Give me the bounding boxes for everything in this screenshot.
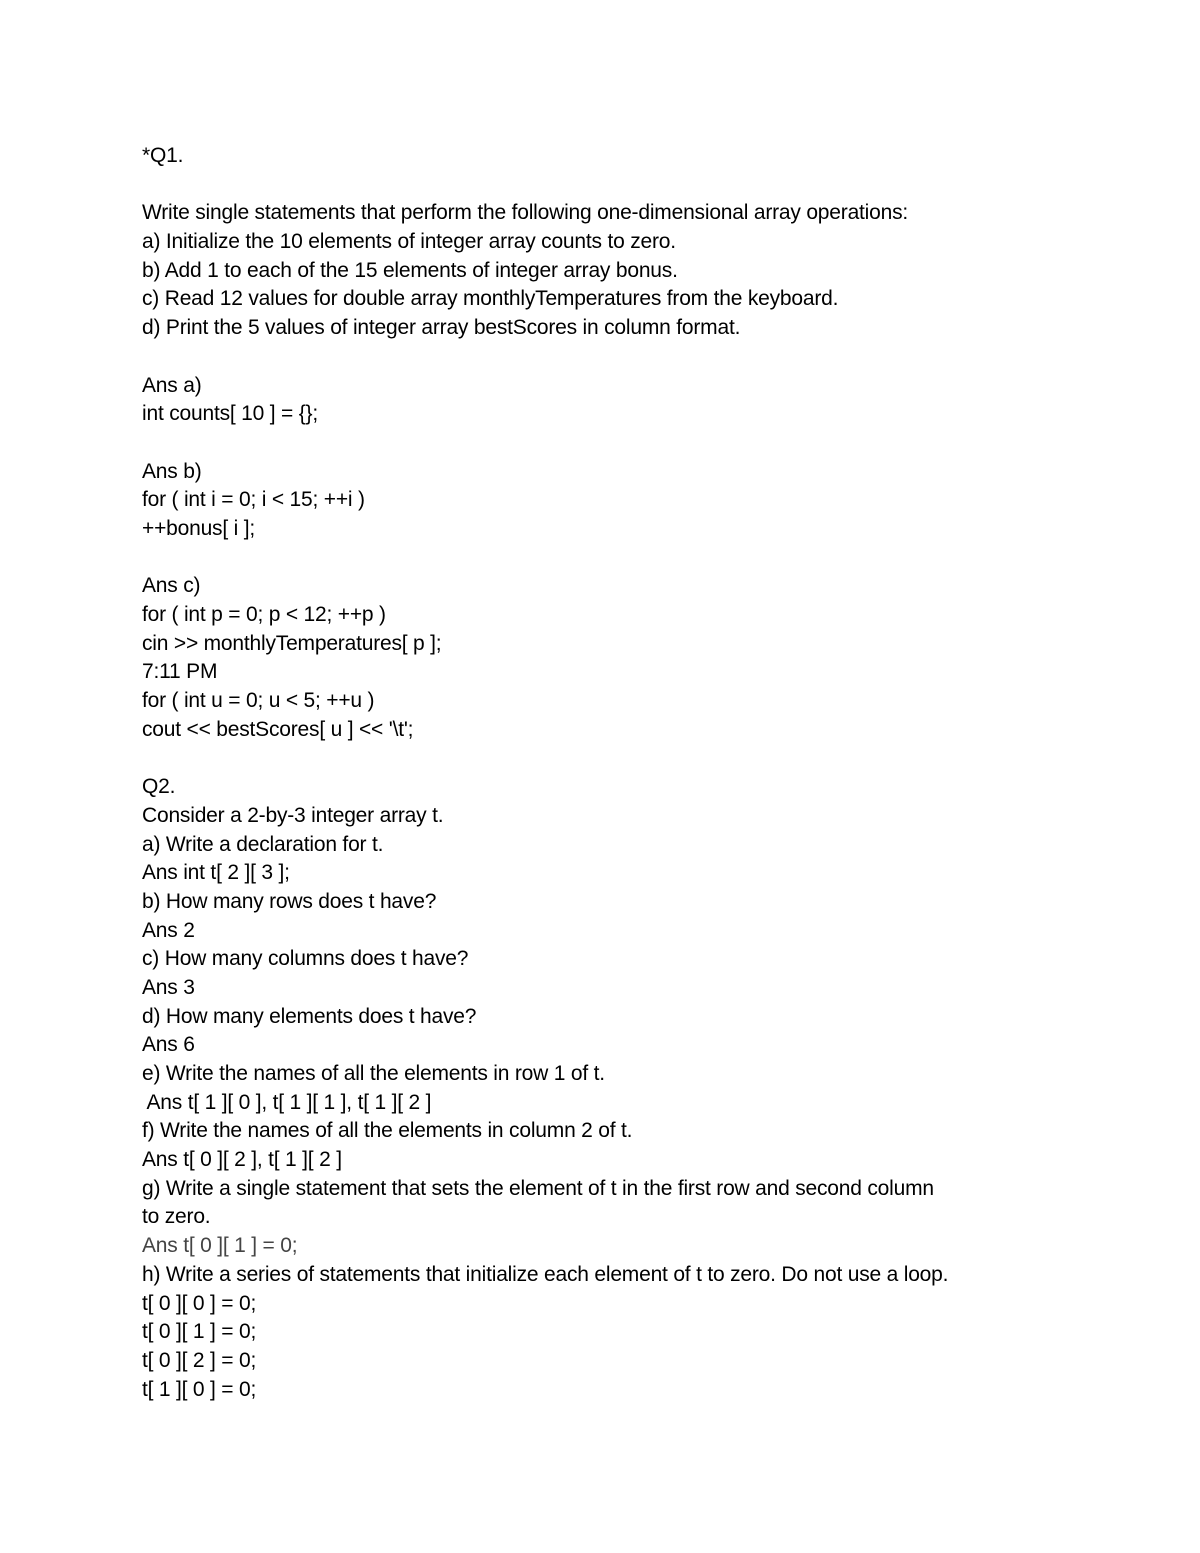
q1-part-c: c) Read 12 values for double array monthlyTemperatures from the keyboard.: [142, 287, 839, 311]
q2-line: Ans 3: [142, 975, 195, 999]
q1-ans-c-code-2: cin >> monthlyTemperatures[ p ];: [142, 631, 442, 655]
q2-line: g) Write a single statement that sets the element of t in the first row and second column: [142, 1176, 934, 1200]
spacer: [142, 544, 1042, 573]
q1-ans-c-code-4: cout << bestScores[ u ] << '\t';: [142, 717, 414, 741]
q2-line: t[ 0 ][ 0 ] = 0;: [142, 1291, 257, 1315]
q2-heading: Q2.: [142, 775, 176, 799]
q2-line: Ans t[ 0 ][ 1 ] = 0;: [142, 1234, 298, 1258]
q2-line: t[ 0 ][ 2 ] = 0;: [142, 1348, 257, 1372]
q2-line: Ans int t[ 2 ][ 3 ];: [142, 861, 290, 885]
q2-line: to zero.: [142, 1205, 211, 1229]
q1-ans-c-label: Ans c): [142, 574, 201, 598]
q1-part-a: a) Initialize the 10 elements of integer array counts to zero.: [142, 230, 676, 254]
q2-line: d) How many elements does t have?: [142, 1004, 477, 1028]
q1-part-d: d) Print the 5 values of integer array bestScores in column format.: [142, 316, 741, 340]
q1-ans-b-label: Ans b): [142, 459, 202, 483]
q2-line: Ans t[ 1 ][ 0 ], t[ 1 ][ 1 ], t[ 1 ][ 2 ]: [142, 1090, 432, 1114]
q1-ans-c-code-3: for ( int u = 0; u < 5; ++u ): [142, 689, 375, 713]
spacer: [142, 744, 1042, 773]
q1-ans-b-code-2: ++bonus[ i ];: [142, 516, 255, 540]
q1-ans-b-code-1: for ( int i = 0; i < 15; ++i ): [142, 488, 365, 512]
q2-line: Ans 2: [142, 918, 195, 942]
q2-line: b) How many rows does t have?: [142, 889, 437, 913]
q1-ans-c-code-1: for ( int p = 0; p < 12; ++p ): [142, 603, 386, 626]
q1-ans-a-code: int counts[ 10 ] = {};: [142, 402, 318, 426]
q2-line: h) Write a series of statements that initialize each element of t to zero. Do not use a loop.: [142, 1262, 949, 1286]
q2-line: a) Write a declaration for t.: [142, 832, 384, 856]
q2-line: f) Write the names of all the elements in column 2 of t.: [142, 1119, 633, 1143]
spacer: [142, 171, 1042, 200]
q2-line: Ans t[ 0 ][ 2 ], t[ 1 ][ 2 ]: [142, 1148, 342, 1172]
q2-line: c) How many columns does t have?: [142, 947, 469, 971]
q2-line: Consider a 2-by-3 integer array t.: [142, 803, 444, 827]
spacer: [142, 343, 1042, 372]
q1-intro: Write single statements that perform the following one-dimensional array operations:: [142, 201, 909, 225]
q2-line: Ans 6: [142, 1033, 195, 1057]
document-body: [142, 142, 1042, 1404]
q1-ans-a-label: Ans a): [142, 373, 202, 397]
q2-line: t[ 1 ][ 0 ] = 0;: [142, 1377, 257, 1401]
q2-line: e) Write the names of all the elements in row 1 of t.: [142, 1062, 605, 1085]
q1-part-b: b) Add 1 to each of the 15 elements of integer array bonus.: [142, 258, 678, 282]
q1-heading: *Q1.: [142, 144, 184, 167]
spacer: [142, 429, 1042, 458]
q1-ans-c-timestamp: 7:11 PM: [142, 660, 218, 684]
q2-line: t[ 0 ][ 1 ] = 0;: [142, 1320, 257, 1344]
